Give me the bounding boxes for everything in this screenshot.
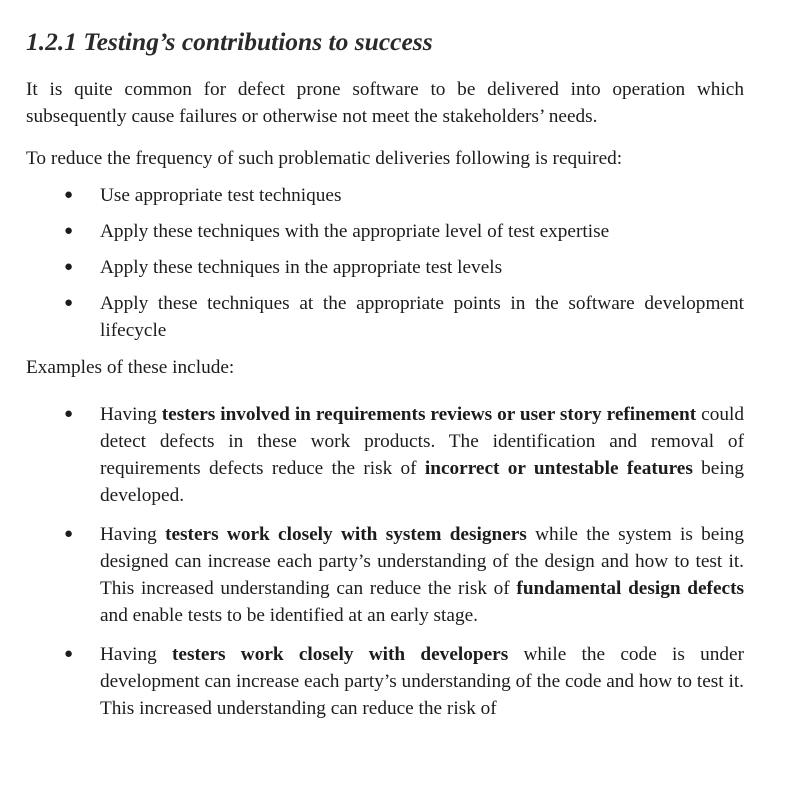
list-item-text [100,404,744,506]
text-run: Having [100,524,166,545]
text-run: while the system is being designed can increase each party’s understanding of the design and how to test it. This increased understanding can reduce the risk of [100,524,744,599]
list-item [26,218,744,245]
emphasis-text: testers involved in requirements reviews or user story refinement [161,404,697,425]
text-run: being developed. [100,458,744,506]
list-item-text [100,524,744,626]
list-item [26,641,744,722]
emphasis-text: incorrect or untestable features [424,458,693,479]
list-item [26,254,744,281]
text-run: could detect defects in these work products. The identification and removal of requirements defects reduce the risk of [100,404,744,479]
list-item [26,401,744,509]
bullet-icon: ● [64,406,74,422]
intro-paragraph: It is quite common for defect prone software to be delivered into operation which subsequently cause failures or otherwise not meet the stakeholders’ needs. [26,79,744,127]
emphasis-text: fundamental design defects [516,578,744,599]
text-run: Having [100,644,173,665]
list-item [26,521,744,629]
bullet-icon: ● [64,295,74,311]
emphasis-text: testers work closely with developers [172,644,509,665]
list-item-text: Apply these techniques with the appropriate level of test expertise [100,221,610,242]
bullet-icon: ● [64,223,74,239]
bullet-icon: ● [64,187,74,203]
list-item-text: Use appropriate test techniques [100,185,342,206]
bullet-icon: ● [64,259,74,275]
examples-intro-paragraph: Examples of these include: [26,357,235,378]
requirements-intro-paragraph: To reduce the frequency of such problematic deliveries following is required: [26,148,623,169]
bullet-icon: ● [64,526,74,542]
list-item-text [100,644,744,719]
examples-list [26,401,744,722]
text-run: while the code is under development can increase each party’s understanding of the code and how to test it. This increased understanding can reduce the risk of [100,644,745,719]
list-item [26,182,744,209]
requirements-list [26,182,744,344]
text-run: and enable tests to be identified at an early stage. [100,605,478,626]
text-run: Having [100,404,162,425]
emphasis-text: testers work closely with system designers [165,524,527,545]
section-heading: 1.2.1 Testing’s contributions to success [26,27,433,56]
bullet-icon: ● [64,646,74,662]
list-item-text: Apply these techniques in the appropriate test levels [100,257,503,278]
list-item [26,290,744,344]
list-item-text: Apply these techniques at the appropriate points in the software development lifecycle [100,293,744,341]
